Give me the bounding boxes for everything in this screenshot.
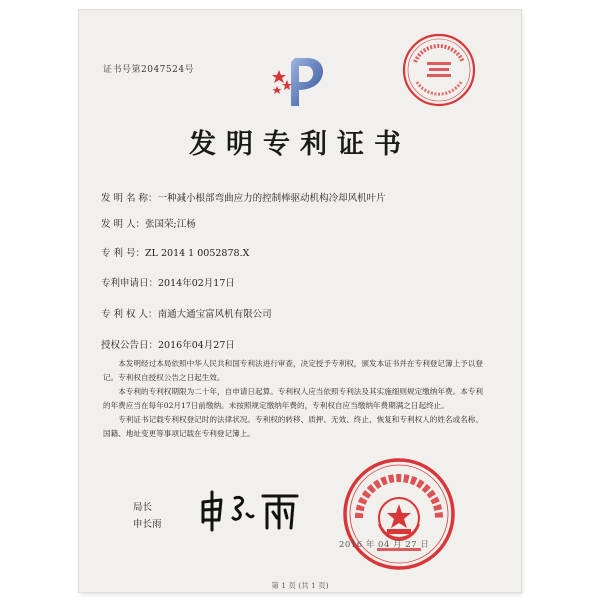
certificate-body [103, 357, 483, 441]
body-paragraph: 专利证书记载专利权登记时的法律状况。专利权的转移、质押、无效、终止、恢复和专利权人的姓名或名称、国籍、地址变更等事项记载在专利登记簿上。 [103, 415, 483, 438]
signature-icon [197, 488, 301, 532]
inventor-field [101, 216, 196, 230]
patent-number-field [101, 245, 249, 259]
seal-date: 2016 年 04 月 27 日 [339, 540, 430, 550]
invention-name-field [101, 190, 386, 204]
patent-number-label: 专 利 号： [101, 248, 146, 259]
patent-number-value: ZL 2014 1 0052878.X [145, 248, 250, 259]
body-paragraph: 本发明经过本局依照中华人民共和国专利法进行审查，决定授予专利权，颁发本证书并在专利登记簿上予以登记。专利权自授权公告之日起生效。 [103, 359, 483, 382]
invention-name-label: 发 明 名 称： [101, 193, 158, 204]
patentee-label: 专 利 权 人： [101, 309, 158, 320]
invention-name-value: 一种减小根部弯曲应力的控制棒驱动机构冷却风机叶片 [157, 193, 386, 204]
certificate-number: 证书号第2047524号 [103, 65, 195, 75]
filing-date-label: 专利申请日： [101, 278, 159, 289]
page-number: 第 1 页 (共 1 页) [271, 581, 329, 590]
certificate-title: 发明专利证书 [189, 129, 411, 160]
patent-certificate [79, 10, 521, 592]
director-name: 申长雨 [133, 519, 162, 530]
patentee-field [101, 306, 272, 320]
grant-date-label: 授权公告日： [101, 340, 159, 351]
body-paragraph: 本专利的专利权期限为二十年，自申请日起算。专利权人应当依照专利法及其实施细则规定缴纳年费。本专利的年费应当在每年02月17日前缴纳。未按照规定缴纳年费的，专利权自应当缴纳年费期满之日起终止。 [103, 387, 483, 410]
grant-date-value: 2016年04月27日 [158, 340, 235, 351]
filing-date-field [101, 275, 235, 289]
director-title: 局长 [133, 502, 153, 513]
top-right-seal-icon [401, 32, 477, 108]
cnipa-logo-icon [269, 52, 331, 112]
inventor-value: 张国荣;江杨 [145, 219, 196, 230]
filing-date-value: 2014年02月17日 [158, 278, 235, 289]
national-emblem-seal-icon [341, 456, 457, 572]
inventor-label: 发 明 人： [101, 219, 146, 230]
grant-date-field [101, 337, 235, 351]
patentee-value: 南通大通宝富风机有限公司 [157, 309, 272, 320]
